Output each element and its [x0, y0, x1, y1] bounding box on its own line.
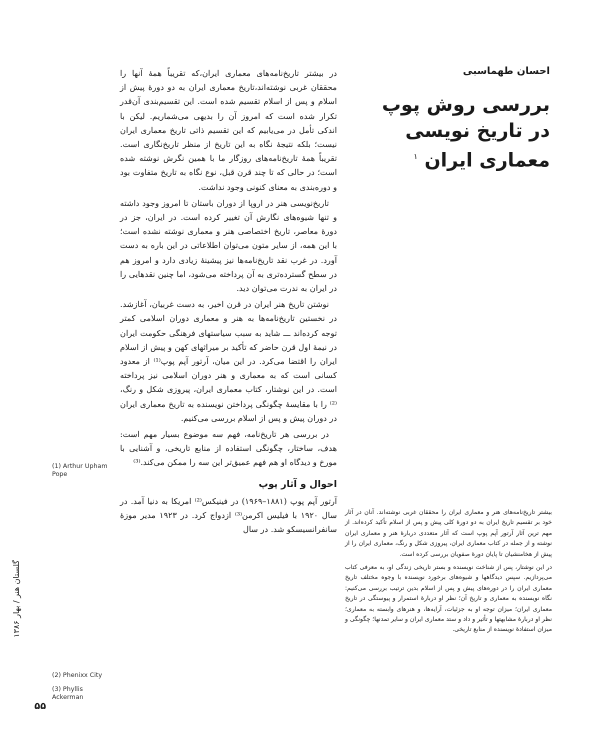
abstract	[345, 508, 552, 639]
body-paragraph-3: نوشتن تاریخ هنر ایران در قرن اخیر، به دست غربیان، آغازشد. در نخستین تاریخ‌نامه‌ها به هنر و معماری دوران اسلامی کمتر توجه کرده‌اند ـــ شاید به سبب سیاستهای فرهنگی حکومت ایران در نیمهٔ اول قرن حاضر که تأکید بر میراثهای کهن و پیش از اسلام ایران را اقتضا می‌کرد. در این میان، آرتور آپم پوپ⁽¹⁾ از معدود کسانی است که به معماری و هنر دوران اسلامی نیز پرداخته است. در این نوشتار، کتاب معماری ایران، پیروزی شکل و رنگ، ⁽²⁾ را با مقایسهٔ چگونگی پرداختن نویسنده به تاریخ معماری ایران در دوران پیش و پس از اسلام بررسی می‌کنیم.	[120, 299, 337, 423]
body-paragraph-1: در بیشتر تاریخ‌نامه‌های معماری ایران،که تقریباً همهٔ آنها را محققان غربی نوشته‌اند،تاریخ معماری ایران به دو دورهٔ پیش از اسلام و پس از اسلام تقسیم شده است. این تقسیم‌بندی آن‌قدر تکرار شده است که امروز آن را بدیهی می‌شماریم. لیکن با اندکی تأمل در می‌یابیم که این تقسیم ذاتی تاریخ معماری ایران نیست؛ بلکه نتیجهٔ نگاه به این تاریخ از منظر تاریخ‌نگاری است. تقریباً همهٔ تاریخ‌نامه‌های روزگار ما با همین نگرش نوشته شده است؛ در حالی که تا چند قرن قبل، نوع نگاه به تاریخ متفاوت بود و دوره‌بندی به معنای کنونی وجود نداشت.	[120, 68, 337, 192]
footnote-1: (1) Arthur Upham Pope	[52, 463, 108, 478]
author-name: احسان طهماسبی	[462, 66, 550, 77]
main-text-column	[120, 66, 337, 539]
title-footnote-mark: ۱	[413, 152, 418, 161]
title-line-3	[345, 144, 550, 173]
body-paragraph-4: در بررسی هر تاریخ‌نامه، فهم سه موضوع بسیار مهم است: هدف، ساختار، چگونگی استفاده از منابع تاریخی، و آشنایی با مورخ و دیدگاه او هم فهم عمیق‌تر این سه را ممکن می‌کند.⁽³⁾	[120, 429, 337, 468]
page-number: ۵۵	[34, 701, 46, 712]
body-paragraph-2: تاریخ‌نویسی هنر در اروپا از دوران باستان تا امروز وجود داشته و تنها شیوه‌های نگارش آن تغییر کرده است. در ایران، جز در دورهٔ معاصر، تاریخ اختصاصی هنر و معماری نوشته نشده است؛ با این همه، از سایر متون می‌توان اطلاعاتی در این باره به دست آورد. در غرب نقد تاریخ‌نامه‌ها نیز پیشینهٔ زیادی دارد و امروز هم در سطح گسترده‌تری به آن پرداخته می‌شود، اما چنین نقدهایی را در ایران به ندرت می‌توان دید.	[120, 197, 337, 294]
abstract-paragraph-2: در این نوشتار، پس از شناخت نویسنده و بستر تاریخی زندگی او، به معرفی کتاب می‌پردازیم. سپس دیدگاهها و شیوه‌های برخورد نویسنده با وجوه مختلف تاریخ معماری ایران را در دوره‌های پیش و پس از اسلام بدین ترتیب بررسی می‌کنیم: نگاه نویسنده به معماری و تاریخ آن؛ نظر او دربارهٔ استمرار و پیوستگی در تاریخ معماری ایران؛ میزان توجه او به جزئیات، آرایه‌ها، و هنرهای وابسته به معماری؛ نظر او دربارهٔ مشابهتها و تأثیر و داد و ستد معماری ایران و سایر تمدنها؛ چگونگی و میزان استفادهٔ نویسنده از منابع تاریخی.	[345, 564, 552, 634]
title-line-2: در تاریخ نویسی	[405, 120, 550, 142]
title-line-3-text: معماری ایران	[424, 149, 550, 172]
section-heading: احوال و آثار پوپ	[258, 478, 337, 490]
title-line-1: بررسی روش پوپ	[381, 94, 550, 116]
section-paragraph: آرتور آپم پوپ (۱۸۸۱–۱۹۶۹) در فینیکس⁽²⁾ امریکا به دنیا آمد. در سال ۱۹۲۰ با فیلیس اکرمن⁽³⁾ ازدواج کرد. در ۱۹۲۳ مدیر موزهٔ سانفرانسیسکو شد. در سال	[120, 495, 337, 535]
running-head: گلستان هنر / بهار ۱۳۸۶	[12, 560, 21, 638]
footnote-3: (3) Phyllis Ackerman	[52, 686, 84, 701]
footnote-2: (2) Phenixx City	[52, 672, 103, 679]
article-title	[345, 92, 550, 173]
abstract-paragraph-1: بیشتر تاریخ‌نامه‌های هنر و معماری ایران را محققان غربی نوشته‌اند. آنان در آثار خود بر تقسیم تاریخ ایران به دو دورهٔ کلی پیش و پس از اسلام تأکید کرده‌اند. از مهم ترین آثار آرتور آپم پوپ است که آثار متعددی دربارهٔ هنر و معماری ایران نوشته و از جمله در کتاب معماری ایران، پیروزی شکل و رنگ، معماری ایران را از پیش از هخامنشیان تا پایان دورهٔ صفویان بررسی کرده است.	[345, 509, 552, 558]
